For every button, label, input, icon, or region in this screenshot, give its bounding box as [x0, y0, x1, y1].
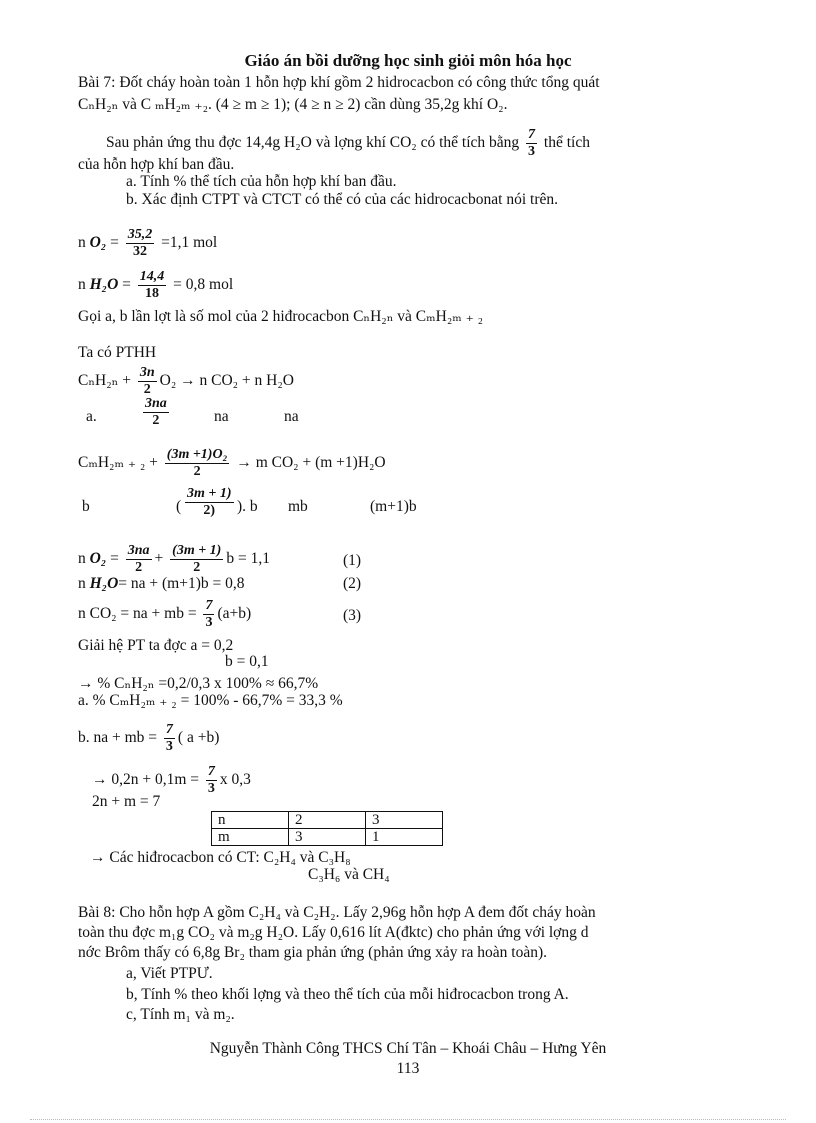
result-line-2: C₃H₆ và CH₄ [308, 866, 390, 883]
bai8-line2: toàn thu đợc m₁g CO₂ và m₂g H₂O. Lấy 0,616 lít A(đktc) cho phản ứng với lợng d [78, 924, 589, 941]
fraction-3na-2: $\frac{3na}{2}$ [127, 543, 150, 575]
percent-1: → % CₙH₂ₙ =0,2/0,3 x 100% ≈ 66,7% [78, 675, 319, 692]
h2o-symbol: H₂O [89, 276, 119, 294]
arrow-icon: → [78, 675, 94, 692]
table-cell: m [212, 829, 289, 846]
bai8-question-b: b, Tính % theo khối lợng và theo thể tích của mỗi hiđrocacbon trong A. [126, 986, 569, 1003]
bai8-question-c: c, Tính m₁ và m₂. [126, 1006, 235, 1023]
equation-2: CₘH₂ₘ ₊ ₂ + $\frac{\text{(3m +1)O₂}}{2}$ → m CO₂ + (m +1)H₂O [78, 447, 386, 479]
arrow-icon: → [236, 454, 252, 472]
system-eq-1: n O₂ = $\frac{3na}{2}$ + $\frac{(3m + 1)}{2}$ b = 1,1 (1) [78, 543, 362, 575]
fraction-3m1-o2-2: $\frac{\text{(3m +1)O₂}}{2}$ [166, 447, 228, 479]
ta-co-line: Ta có PTHH [78, 344, 157, 361]
fraction-7-3: $\frac{7}{3}$ [205, 598, 213, 630]
o2-symbol: O₂ [89, 234, 107, 252]
fraction-3m1-2: $\frac{(3m + 1)}{2}$ [172, 543, 222, 575]
bai7-line1: Bài 7: Đốt cháy hoàn toàn 1 hỗn hợp khí gồm 2 hidrocacbon có công thức tổng quát [78, 74, 600, 91]
part-b-line: b. na + mb = $\frac{7}{3}$ ( a +b) [78, 722, 220, 754]
bai7-question-b: b. Xác định CTPT và CTCT có thể có của các hidrocacbonat nói trên. [126, 191, 559, 208]
fraction-3na-2: $\frac{3na}{2}$ [145, 396, 167, 428]
goi-line: Gọi a, b lần lợt là số mol của 2 hiđrocacbon CₙH₂ₙ và CₘH₂ₘ ₊ ₂ [78, 308, 484, 325]
b-value: b = 0,1 [225, 653, 269, 670]
fraction-7-3: $\frac{7}{3}$ [528, 127, 536, 159]
bai8-question-a: a, Viết PTPƯ. [126, 965, 213, 982]
arrow-icon: → [180, 372, 196, 390]
bai7-line4: của hỗn hợp khí ban đầu. [78, 156, 235, 173]
result-line-1: → Các hiđrocacbon có CT: C₂H₄ và C₃H₈ [90, 849, 351, 866]
arrow-icon: → [92, 771, 108, 789]
fraction-7-3: $\frac{7}{3}$ [207, 764, 215, 796]
page-title: Giáo án bồi dưỡng học sinh giỏi môn hóa học [244, 51, 572, 70]
system-eq-2: n H₂O= na + (m+1)b = 0,8 (2) [78, 575, 362, 592]
fraction-14-4-18: $\frac{14,4}{18}$ [139, 269, 165, 301]
footer-author: Nguyễn Thành Công THCS Chí Tân – Khoái Châu – Hưng Yên [209, 1040, 607, 1057]
fraction-3n-2: $\frac{3n}{2}$ [139, 365, 155, 397]
bai7-line3-text: Sau phản ứng thu đợc 14,4g H₂O và lợng khí CO₂ có thể tích bằng [106, 134, 520, 152]
table-cell: 3 [366, 812, 443, 829]
row-a: a. $\frac{3na}{2}$ na na [86, 396, 299, 428]
table-cell: n [212, 812, 289, 829]
part-c-line: → 0,2n + 0,1m = $\frac{7}{3}$ x 0,3 [92, 764, 251, 796]
bai7-question-a: a. Tính % thể tích của hỗn hợp khí ban đầu. [126, 173, 397, 190]
table-row [212, 829, 443, 846]
n-h2o-line: n H₂O = $\frac{14,4}{18}$ = 0,8 mol [78, 269, 234, 301]
table-cell: 2 [289, 812, 366, 829]
n-o2-line: n O₂ = $\frac{35,2}{32}$ =1,1 mol [78, 227, 218, 259]
system-eq-3: n CO₂ = na + mb = $\frac{7}{3}$ (a+b) (3) [78, 598, 362, 630]
bai8-line1: Bài 8: Cho hỗn hợp A gồm C₂H₄ và C₂H₂. Lấy 2,96g hỗn hợp A đem đốt cháy hoàn [78, 904, 596, 921]
bai8-line3: nớc Brôm thấy có 6,8g Br₂ tham gia phản ứng (phản ứng xảy ra hoàn toàn). [78, 944, 548, 961]
percent-2: a. % CₘH₂ₘ ₊ ₂ = 100% - 66,7% = 33,3 % [78, 692, 343, 709]
bai7-line3-tail: thể tích [543, 134, 590, 152]
fraction-7-3: $\frac{7}{3}$ [165, 722, 173, 754]
page-number: 113 [396, 1060, 420, 1077]
equation-1: CₙH₂ₙ + $\frac{3n}{2}$ O₂ → n CO₂ + n H₂O [78, 365, 294, 397]
arrow-icon: → [90, 849, 106, 866]
giai-he-line: Giải hệ PT ta đợc a = 0,2 [78, 637, 234, 654]
n-m-table [211, 811, 443, 846]
bai7-line2: CₙH₂ₙ và C ₘH₂ₘ ₊₂. (4 ≥ m ≥ 1); (4 ≥ n ≥ 2) cần dùng 35,2g khí O₂. [78, 96, 508, 113]
table-cell: 3 [289, 829, 366, 846]
page-bottom-divider [30, 1119, 786, 1120]
table-cell: 1 [366, 829, 443, 846]
table-row [212, 812, 443, 829]
equation-2n-m: 2n + m = 7 [92, 793, 161, 810]
fraction-35-2-32: $\frac{35,2}{32}$ [127, 227, 153, 259]
row-b: b ( $\frac{3m + 1)}{2)}$ ). b mb (m+1)b [82, 486, 417, 518]
fraction-3m1-2: $\frac{3m + 1)}{2)}$ [187, 486, 232, 518]
